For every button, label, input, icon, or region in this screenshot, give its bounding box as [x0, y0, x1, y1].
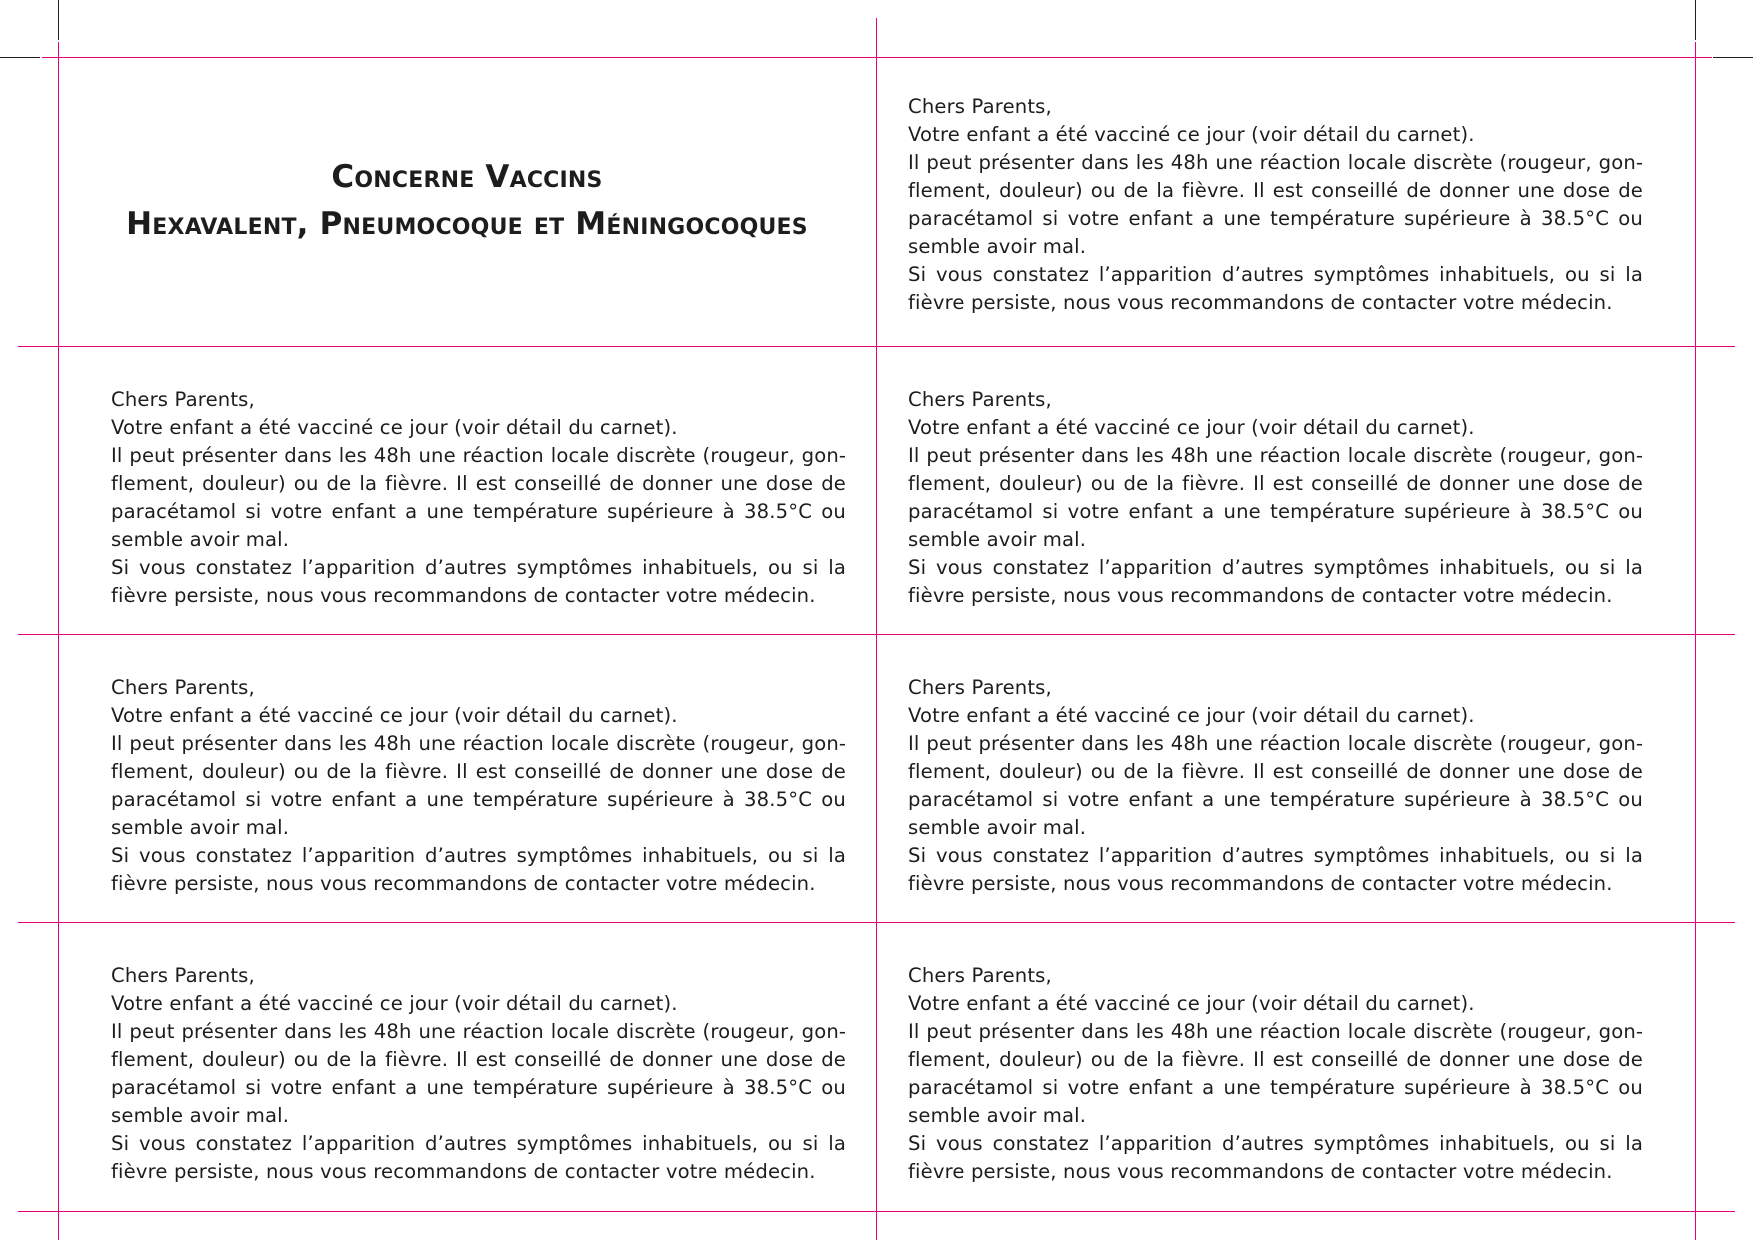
crop-mark — [1695, 0, 1696, 40]
crop-mark — [1713, 57, 1753, 58]
notice-greeting: Chers Parents, — [111, 388, 255, 411]
title-card — [58, 58, 876, 344]
notice-card — [908, 962, 1643, 1186]
notice-reaction-paragraph: Il peut présenter dans les 48h une réaction locale discrète (rougeur, gonflement, douleur) ou de la fièvre. Il est conseillé de donner une dose de paracétamol si votre enfant a une température supérieure à 38.5°C ou semble avoir mal. — [908, 151, 1643, 258]
notice-greeting: Chers Parents, — [908, 964, 1052, 987]
notice-vaccinated-line: Votre enfant a été vacciné ce jour (voir détail du carnet). — [111, 704, 678, 727]
title-line-2: Hexavalent, Pneumocoque et Méningocoques — [126, 206, 808, 242]
notice-vaccinated-line: Votre enfant a été vacciné ce jour (voir détail du carnet). — [908, 992, 1475, 1015]
notice-card — [111, 386, 846, 610]
title-line-1: Concerne Vaccins — [331, 159, 603, 195]
notice-vaccinated-line: Votre enfant a été vacciné ce jour (voir détail du carnet). — [908, 416, 1475, 439]
notice-reaction-paragraph: Il peut présenter dans les 48h une réaction locale discrète (rougeur, gonflement, douleur) ou de la fièvre. Il est conseillé de donner une dose de paracétamol si votre enfant a une température supérieure à 38.5°C ou semble avoir mal. — [908, 732, 1643, 839]
notice-reaction-paragraph: Il peut présenter dans les 48h une réaction locale discrète (rougeur, gonflement, douleur) ou de la fièvre. Il est conseillé de donner une dose de paracétamol si votre enfant a une température supérieure à 38.5°C ou semble avoir mal. — [111, 1020, 846, 1127]
notice-reaction-paragraph: Il peut présenter dans les 48h une réaction locale discrète (rougeur, gonflement, douleur) ou de la fièvre. Il est conseillé de donner une dose de paracétamol si votre enfant a une température supérieure à 38.5°C ou semble avoir mal. — [908, 1020, 1643, 1127]
notice-card — [908, 93, 1643, 317]
notice-greeting: Chers Parents, — [908, 388, 1052, 411]
notice-card — [111, 962, 846, 1186]
notice-greeting: Chers Parents, — [908, 95, 1052, 118]
notice-vaccinated-line: Votre enfant a été vacciné ce jour (voir détail du carnet). — [111, 416, 678, 439]
notice-reaction-paragraph: Il peut présenter dans les 48h une réaction locale discrète (rougeur, gonflement, douleur) ou de la fièvre. Il est conseillé de donner une dose de paracétamol si votre enfant a une température supérieure à 38.5°C ou semble avoir mal. — [111, 732, 846, 839]
notice-greeting: Chers Parents, — [908, 676, 1052, 699]
notice-vaccinated-line: Votre enfant a été vacciné ce jour (voir détail du carnet). — [908, 704, 1475, 727]
notice-contact-paragraph: Si vous constatez l’apparition d’autres symptômes inhabituels, ou si la fièvre persiste, nous vous recommandons de contacter votre médecin. — [908, 844, 1643, 895]
notice-greeting: Chers Parents, — [111, 676, 255, 699]
notice-contact-paragraph: Si vous constatez l’apparition d’autres symptômes inhabituels, ou si la fièvre persiste, nous vous recommandons de contacter votre médecin. — [908, 556, 1643, 607]
cut-guide-vertical — [1695, 42, 1696, 1240]
crop-mark — [58, 0, 59, 40]
notice-reaction-paragraph: Il peut présenter dans les 48h une réaction locale discrète (rougeur, gonflement, douleur) ou de la fièvre. Il est conseillé de donner une dose de paracétamol si votre enfant a une température supérieure à 38.5°C ou semble avoir mal. — [908, 444, 1643, 551]
notice-card — [908, 386, 1643, 610]
cut-guide-vertical — [876, 18, 877, 1240]
notice-contact-paragraph: Si vous constatez l’apparition d’autres symptômes inhabituels, ou si la fièvre persiste, nous vous recommandons de contacter votre médecin. — [908, 1132, 1643, 1183]
notice-greeting: Chers Parents, — [111, 964, 255, 987]
notice-vaccinated-line: Votre enfant a été vacciné ce jour (voir détail du carnet). — [908, 123, 1475, 146]
notice-card — [111, 674, 846, 898]
notice-card — [908, 674, 1643, 898]
crop-mark — [0, 57, 40, 58]
notice-reaction-paragraph: Il peut présenter dans les 48h une réaction locale discrète (rougeur, gonflement, douleur) ou de la fièvre. Il est conseillé de donner une dose de paracétamol si votre enfant a une température supérieure à 38.5°C ou semble avoir mal. — [111, 444, 846, 551]
notice-contact-paragraph: Si vous constatez l’apparition d’autres symptômes inhabituels, ou si la fièvre persiste, nous vous recommandons de contacter votre médecin. — [111, 844, 846, 895]
notice-contact-paragraph: Si vous constatez l’apparition d’autres symptômes inhabituels, ou si la fièvre persiste, nous vous recommandons de contacter votre médecin. — [111, 1132, 846, 1183]
notice-vaccinated-line: Votre enfant a été vacciné ce jour (voir détail du carnet). — [111, 992, 678, 1015]
notice-contact-paragraph: Si vous constatez l’apparition d’autres symptômes inhabituels, ou si la fièvre persiste, nous vous recommandons de contacter votre médecin. — [111, 556, 846, 607]
notice-contact-paragraph: Si vous constatez l’apparition d’autres symptômes inhabituels, ou si la fièvre persiste, nous vous recommandons de contacter votre médecin. — [908, 263, 1643, 314]
